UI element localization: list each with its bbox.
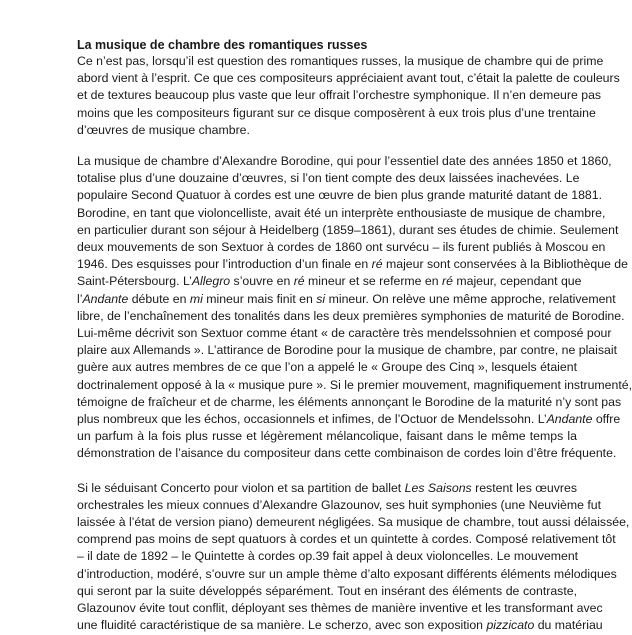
text-line <box>77 87 602 104</box>
text-line <box>77 377 632 394</box>
text-line <box>77 566 617 583</box>
italic-text: pizzicato <box>486 618 535 633</box>
text-line <box>77 239 606 256</box>
text-run: plaire aux Allemands ». L’attirance de Borodine pour la musique de chambre, par contre, ne plaisait <box>77 343 618 358</box>
text-run: restent les œuvres <box>471 480 577 495</box>
text-line <box>77 394 622 411</box>
text-line <box>77 600 603 617</box>
text-line <box>77 170 580 187</box>
text-run: d’œuvres de musique chambre. <box>77 122 250 137</box>
text-run: un parfum à la fois plus russe et légèrement mélancolique, faisant dans le même temps la <box>77 429 577 444</box>
text-run: majeur, cependant que <box>452 274 582 289</box>
text-line <box>77 548 577 565</box>
italic-text: Allegro <box>191 274 231 289</box>
text-run: du matériau <box>534 618 603 633</box>
italic-text: Andante <box>546 412 593 427</box>
text-line <box>77 325 612 342</box>
text-run: – il date de 1892 – le Quintette à cordes op.39 fait appel à deux violoncelles. Le mouvement <box>77 549 579 564</box>
italic-text: si <box>316 291 326 306</box>
text-line <box>77 514 630 531</box>
text-run: moins que les compositeurs figurant sur ce disque composèrent à eux trois plus d’une trentaine <box>77 105 596 120</box>
text-run: et de textures beaucoup plus vaste que leur offrait l’orchestre symphonique. Il n’en demeure pas <box>77 88 602 103</box>
text-line <box>77 617 603 634</box>
text-run: populaire Second Quatuor à cordes est une œuvre de bien plus grande maturité datant de 1881. <box>77 188 603 203</box>
italic-text: ré <box>371 257 383 272</box>
text-run: La musique de chambre d’Alexandre Borodine, qui pour l’essentiel date des années 1850 et 1860, <box>77 154 612 169</box>
text-run: en particulier durant son séjour à Heidelberg (1859–1861), durant ses études de chimie. Seulement <box>77 222 619 237</box>
text-run: Ce n’est pas, lorsqu’il est question des romantiques russes, la musique de chambre qui de prime <box>77 54 604 68</box>
text-run: doctrinalement opposé à la « musique pure ». Si le premier mouvement, magnifiquement instrumenté, <box>77 377 632 392</box>
text-line <box>77 222 619 239</box>
text-run: comprend pas moins de sept quatuors à cordes et un quintette à cordes. Composé relativement tôt <box>77 532 616 547</box>
text-run: majeur sont conservées à la Bibliothèque de <box>382 257 628 272</box>
text-run: offre <box>592 412 621 427</box>
text-line <box>77 187 603 204</box>
text-run: totalise plus d’une douzaine d’œuvres, si l’on tient compte des deux laissées inachevées. Le <box>77 171 580 186</box>
text-line <box>77 445 617 462</box>
text-run: Si le séduisant Concerto pour violon et sa partition de ballet <box>77 480 405 495</box>
text-run: Lui-même décrivit son Sextuor comme étant « de caractère très mendelssohnien et composé pour <box>77 326 612 341</box>
text-run: Glazounov évite tout conflit, déployant ses thèmes de manière inventive et les transformant avec <box>77 601 603 616</box>
document-body <box>77 53 632 635</box>
text-line <box>77 273 582 290</box>
text-run: Borodine, en tant que violoncelliste, avait été un interprète enthousiaste de musique de chambre, <box>77 205 606 220</box>
text-run: d’introduction, modéré, s’ouvre sur un ample thème d’alto exposant différents éléments mélodiques <box>77 566 617 581</box>
text-run: mineur et se referme en <box>304 274 443 289</box>
text-line <box>77 122 577 139</box>
italic-text: mi <box>189 291 203 306</box>
text-run: une fluidité caractéristique de sa manière. Le scherzo, avec son exposition <box>77 618 487 633</box>
italic-text: ré <box>442 274 453 289</box>
text-line <box>77 53 604 70</box>
text-run: s’ouvre en <box>230 274 294 289</box>
paragraph-intro <box>77 53 620 139</box>
text-run: l’ <box>77 291 83 306</box>
text-run: mineur. On relève une même approche, relativement <box>325 291 616 306</box>
text-line <box>77 583 577 600</box>
text-line <box>77 256 628 273</box>
text-run: démonstration de l’aisance du compositeur dans cette combinaison de cordes loin d’être fréquente. <box>77 446 617 461</box>
text-run: 1946. Des esquisses pour l’introduction d’un finale en <box>77 257 372 272</box>
section-heading: La musique de chambre des romantiques russes <box>77 38 368 52</box>
text-line <box>77 205 606 222</box>
text-line <box>77 411 621 428</box>
text-line <box>77 105 596 122</box>
text-line <box>77 308 625 325</box>
text-run: témoigne de fraîcheur et de charme, les éléments annonçant le Borodine de la maturité n’y sont pas <box>77 394 622 409</box>
italic-text: Andante <box>82 291 129 306</box>
text-run: abord vient à l’esprit. Ce que ces compositeurs appréciaient avant tout, c’était la palette de couleurs <box>77 71 620 86</box>
text-line <box>77 480 577 497</box>
paragraph-borodine <box>77 153 632 463</box>
text-line <box>77 531 616 548</box>
text-line <box>77 342 618 359</box>
text-run: laissée à l’état de version piano) demeurent négligées. Sa musique de chambre, tout aussi délaissée, <box>77 515 630 530</box>
text-run: qui seront par la suite développés séparément. Tout en insérant des éléments de contraste, <box>77 583 577 598</box>
text-line <box>77 291 616 308</box>
italic-text: ré <box>293 274 305 289</box>
paragraph-glazounov <box>77 480 630 635</box>
text-line <box>77 497 602 514</box>
text-run: mineur mais finit en <box>202 291 317 306</box>
text-run: débute en <box>128 291 190 306</box>
text-run: deux mouvements de son Sextuor à cordes de 1860 ont survécu – ils furent publiés à Moscou en <box>77 240 606 255</box>
text-line <box>77 70 620 87</box>
italic-text: Les Saisons <box>404 480 472 495</box>
text-line <box>77 428 577 445</box>
text-line <box>77 153 612 170</box>
text-line <box>77 359 577 376</box>
text-run: orchestrales les mieux connues d’Alexandre Glazounov, ses huit symphonies (une Neuvième fut <box>77 497 602 512</box>
text-run: plus nombreux que les échos, occasionnels et infimes, de l’Octuor de Mendelssohn. L’ <box>77 412 547 427</box>
text-run: guère aux autres membres de ce que l’on a appelé le « Groupe des Cinq », lesquels étaient <box>77 360 577 375</box>
text-run: libre, de l’enchaînement des tonalités dans les deux premières symphonies de maturité de Borodine. <box>77 308 625 323</box>
text-run: Saint-Pétersbourg. L’ <box>77 274 192 289</box>
